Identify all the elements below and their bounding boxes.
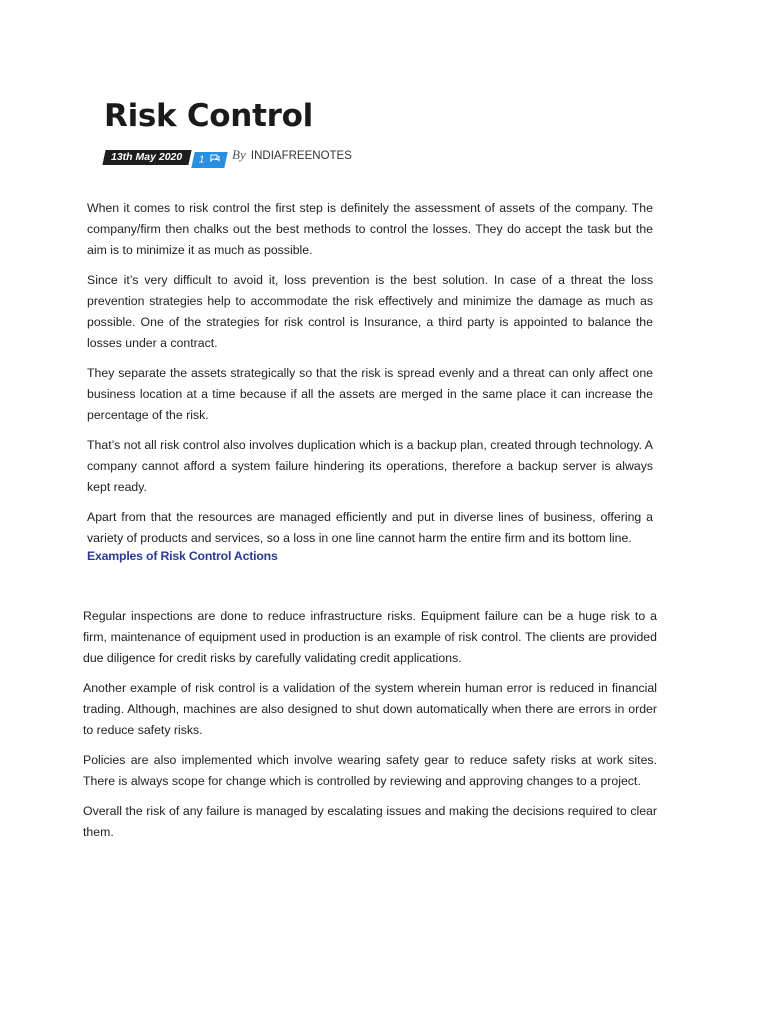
comment-icon xyxy=(210,152,220,168)
date-badge xyxy=(102,150,191,165)
page-title: Risk Control xyxy=(104,98,313,134)
article-body-section-1 xyxy=(87,198,653,558)
post-author xyxy=(232,147,352,163)
paragraph: When it comes to risk control the first step is definitely the assessment of assets of the company. The company/firm then chalks out the best methods to control the losses. They do accept the task but the aim is to minimize it as much as possible. xyxy=(87,201,653,257)
post-date: 13th May 2020 xyxy=(111,151,183,163)
author-link[interactable]: INDIAFREENOTES xyxy=(250,150,352,162)
paragraph: Policies are also implemented which involve wearing safety gear to reduce safety risks at work sites. There is always scope for change which is controlled by reviewing and approving changes to a project. xyxy=(83,753,657,788)
paragraph: They separate the assets strategically so that the risk is spread evenly and a threat can only affect one business location at a time because if all the assets are merged in the same place it can increase the percentage of the risk. xyxy=(87,366,653,422)
paragraph: That’s not all risk control also involves duplication which is a backup plan, created through technology. A company cannot afford a system failure hindering its operations, therefore a backup server is always kept ready. xyxy=(87,438,653,494)
comments-link[interactable] xyxy=(191,152,227,168)
section-subheading: Examples of Risk Control Actions xyxy=(87,549,278,563)
paragraph: Apart from that the resources are managed efficiently and put in diverse lines of business, offering a variety of products and services, so a loss in one line cannot harm the entire firm and its bottom line. xyxy=(87,510,653,545)
paragraph: Another example of risk control is a validation of the system wherein human error is reduced in financial trading. Although, machines are also designed to shut down automatically when there are errors in order to reduce safety risks. xyxy=(83,681,657,737)
by-label: By xyxy=(232,147,246,162)
article-body-section-2 xyxy=(83,606,657,852)
comment-count: 1 xyxy=(198,154,205,166)
paragraph: Overall the risk of any failure is managed by escalating issues and making the decisions required to clear them. xyxy=(83,804,657,839)
paragraph: Regular inspections are done to reduce infrastructure risks. Equipment failure can be a huge risk to a firm, maintenance of equipment used in production is an example of risk control. The clients are provided due diligence for credit risks by carefully validating credit applications. xyxy=(83,609,657,665)
paragraph: Since it’s very difficult to avoid it, loss prevention is the best solution. In case of a threat the loss prevention strategies help to accommodate the risk effectively and minimize the damage as much as possible. One of the strategies for risk control is Insurance, a third party is appointed to balance the losses under a contract. xyxy=(87,273,653,350)
post-meta xyxy=(104,148,504,170)
